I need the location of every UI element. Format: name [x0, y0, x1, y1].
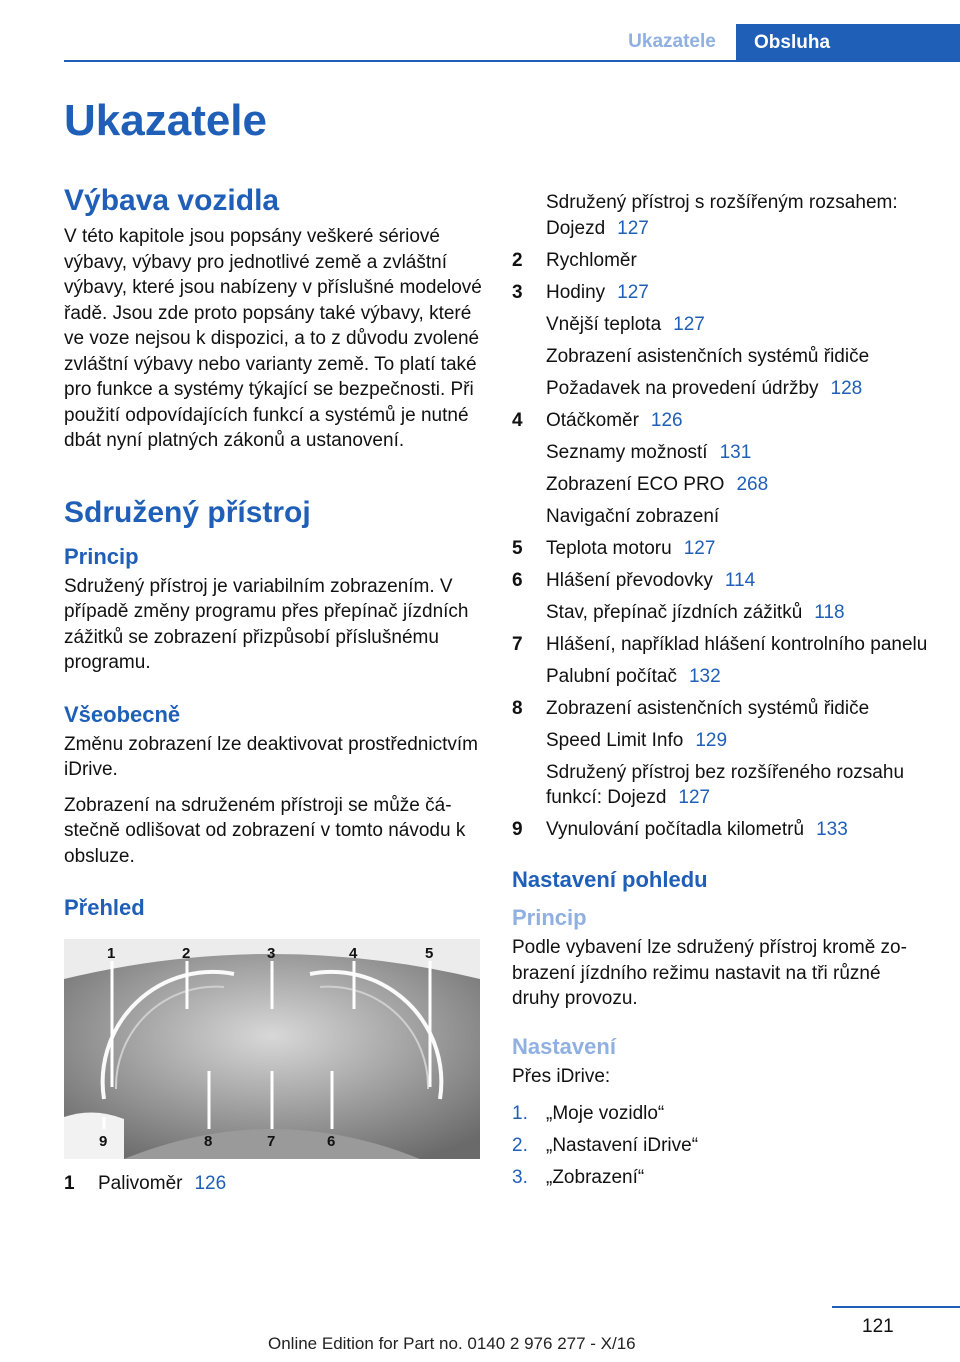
list-item	[512, 728, 932, 754]
callout-5: 5	[425, 945, 434, 962]
subheading-vseobecne: Všeobecně	[64, 701, 181, 727]
page-link[interactable]: 127	[617, 217, 649, 239]
list-number	[512, 312, 546, 338]
list-text: Otáčkoměr	[546, 409, 639, 431]
list-item-1-continued	[546, 190, 932, 241]
section-heading-sdruzeny: Sdružený přístroj	[64, 495, 311, 529]
paragraph-vseobecne-2: Zobrazení na sdruženém přístroji se může částečně odlišovat od zobrazení v tomto návodu k obsluze.	[64, 794, 466, 867]
subheading-nastaveni-pohledu: Nastavení pohledu	[512, 867, 708, 892]
list-number: 1	[64, 1173, 75, 1194]
page-link[interactable]: 268	[736, 473, 769, 495]
callout-8: 8	[204, 1133, 213, 1150]
list-item	[512, 408, 932, 434]
page-link[interactable]: 131	[719, 441, 752, 463]
list-item	[512, 280, 932, 306]
list-text: Zobrazení ECO PRO	[546, 473, 725, 495]
list-number: 6	[512, 569, 523, 591]
list-text: Palubní počítač	[546, 665, 677, 687]
list-text: Seznamy možností	[546, 441, 708, 463]
list-text: Požadavek na provedení údržby	[546, 377, 819, 399]
subheading-princip: Princip	[64, 543, 139, 569]
paragraph-princip-2: Podle vybavení lze sdružený přístroj kromě zobrazení jízdního režimu nastavit na tři různé druhy provozu.	[512, 937, 907, 1009]
list-item	[512, 568, 932, 594]
subheading-nastaveni: Nastavení	[512, 1033, 616, 1059]
page-link[interactable]: 118	[814, 601, 845, 623]
list-item	[512, 696, 932, 722]
list-text: Vynulování počítadla kilometrů	[546, 819, 805, 840]
list-number: 8	[512, 697, 523, 719]
list-item	[512, 817, 932, 843]
list-text: Speed Limit Info	[546, 729, 684, 751]
list-number: 7	[512, 633, 523, 655]
list-text: Palivoměr	[98, 1173, 183, 1194]
list-text: Vnější teplota	[546, 313, 662, 335]
list-item	[512, 440, 932, 466]
page-link[interactable]: 132	[688, 665, 721, 687]
callout-2: 2	[182, 945, 191, 962]
step-item	[512, 1101, 932, 1127]
callout-7: 7	[267, 1133, 276, 1150]
page-link[interactable]: 126	[194, 1173, 227, 1194]
list-number: 2	[512, 249, 523, 271]
step-item	[512, 1133, 932, 1159]
list-item	[512, 664, 932, 690]
step-number: 1.	[512, 1103, 528, 1124]
list-text: Hodiny	[546, 281, 606, 303]
page-link[interactable]: 128	[830, 377, 863, 399]
callout-4: 4	[349, 945, 358, 962]
list-text: Zobrazení asistenčních systémů řidiče	[546, 697, 870, 719]
list-number	[512, 344, 546, 370]
page-link[interactable]: 129	[695, 729, 728, 751]
list-text: Rychloměr	[546, 249, 637, 271]
callout-9: 9	[99, 1133, 108, 1150]
list-number	[512, 728, 546, 754]
header-tab-obsluha[interactable]: Obsluha	[736, 24, 960, 62]
step-number: 3.	[512, 1167, 528, 1188]
list-text: Navigační zobrazení	[546, 505, 720, 527]
page-link[interactable]: 114	[724, 569, 756, 591]
page-number: 121	[862, 1316, 894, 1337]
header-tab-ukazatele[interactable]: Ukazatele	[628, 31, 716, 52]
paragraph-princip: Sdružený přístroj je variabilním zobrazením. V případě změny programu přes přepínač jízdních zážitků se zobrazení přizpůsobí příslušnému programu.	[64, 575, 469, 673]
list-text: Hlášení převodovky	[546, 569, 713, 591]
page-title: Ukazatele	[64, 96, 268, 145]
list-item	[512, 760, 932, 811]
list-item-1	[64, 1171, 482, 1197]
footer-edition: Online Edition for Part no. 0140 2 976 277 - X/16	[268, 1334, 636, 1353]
page-link[interactable]: 133	[816, 819, 848, 840]
list-text: Stav, přepínač jízdních zážitků	[546, 601, 803, 623]
list-item	[512, 312, 932, 338]
right-column	[512, 190, 932, 1197]
header-rule	[64, 60, 960, 62]
list-number	[512, 760, 546, 811]
subheading-princip-2: Princip	[512, 905, 587, 930]
list-text: Sdružený přístroj bez rozšířeného rozsahu funkcí: Dojezd	[546, 761, 905, 808]
list-text: Sdružený přístroj s rozšířeným rozsahem: Dojezd	[546, 192, 898, 239]
left-column	[64, 184, 482, 1203]
list-text: Hlášení, například hlášení kontrolního panelu	[546, 633, 928, 655]
paragraph-vseobecne-1: Změnu zobrazení lze deaktivovat prostřednictvím iDrive.	[64, 733, 478, 780]
list-number: 4	[512, 409, 523, 431]
list-item	[512, 504, 932, 530]
list-item	[512, 536, 932, 562]
list-number	[512, 600, 546, 626]
list-number	[512, 664, 546, 690]
list-number: 9	[512, 819, 523, 840]
list-item	[512, 600, 932, 626]
list-item	[512, 632, 932, 658]
list-item	[512, 376, 932, 402]
list-number	[512, 472, 546, 498]
page-link[interactable]: 127	[678, 787, 711, 808]
page-link[interactable]: 127	[683, 537, 716, 559]
subheading-prehled: Přehled	[64, 895, 145, 920]
page-link[interactable]: 127	[673, 313, 705, 335]
callout-1: 1	[107, 945, 116, 962]
list-item	[512, 344, 932, 370]
section-heading-vybava: Výbava vozidla	[64, 184, 280, 217]
callout-6: 6	[327, 1133, 336, 1150]
step-text: „Zobrazení“	[546, 1167, 645, 1188]
paragraph-pres-idrive: Přes iDrive:	[512, 1065, 611, 1087]
list-item	[512, 248, 932, 274]
list-number	[512, 504, 546, 530]
list-number	[512, 376, 546, 402]
callout-3: 3	[267, 945, 276, 962]
list-text: Zobrazení asistenčních systémů řidiče	[546, 345, 870, 367]
footer-rule	[832, 1306, 960, 1308]
step-text: „Nastavení iDrive“	[546, 1135, 699, 1156]
list-number: 5	[512, 537, 523, 559]
step-text: „Moje vozidlo“	[546, 1103, 665, 1124]
instrument-cluster-figure	[64, 939, 480, 1159]
list-number: 3	[512, 281, 523, 303]
step-number: 2.	[512, 1135, 528, 1156]
page-link[interactable]: 127	[617, 281, 649, 303]
page-link[interactable]: 126	[650, 409, 683, 431]
list-text: Teplota motoru	[546, 537, 672, 559]
list-item	[512, 472, 932, 498]
paragraph-vybava: V této kapitole jsou popsány veškeré sériové výbavy, výbavy pro jednotlivé země a zvláštní výbavy, které jsou nabízeny v příslušné modelové řadě. Jsou zde proto popsány také výbavy, které ve voze nejsou k dispozici, a to z důvodu zvolené zvláštní výbavy nebo varianty země. To platí také pro funkce a systémy týkající se bezpečnosti. Při použití odpovídajících funkcí a systémů je nutné dbát nyní platných zákonů a ustanovení.	[64, 226, 482, 451]
step-item	[512, 1165, 932, 1191]
list-number	[512, 440, 546, 466]
